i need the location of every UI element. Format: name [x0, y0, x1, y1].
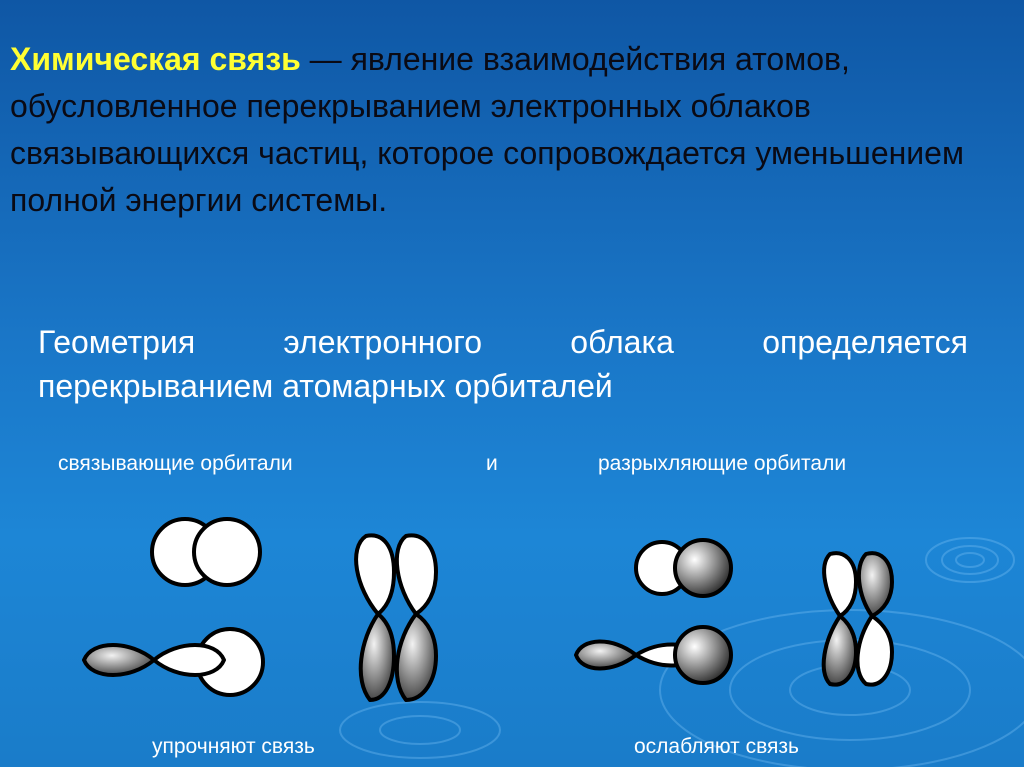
antibonding-p-p-orbital	[824, 553, 892, 684]
geometry-line-1: Геометрия электронного облака определяется	[38, 324, 968, 360]
antibonding-orbitals-label: разрыхляющие орбитали	[598, 452, 847, 475]
definition-text: — явление взаимодействия атомов, обусловленное перекрыванием электронных облаков связывающихся частиц, которое сопровождается уменьшением полной энергии системы.	[10, 41, 964, 218]
strengthen-bond-label: упрочняют связь	[152, 735, 315, 758]
bonding-p-s-orbital	[84, 629, 263, 695]
and-label: и	[486, 452, 498, 475]
antibonding-s-s-orbital	[636, 540, 731, 596]
antibonding-p-s-orbital	[576, 627, 731, 683]
definition-term: Химическая связь	[10, 41, 301, 77]
bonding-orbitals-label: связывающие орбитали	[58, 452, 293, 475]
bonding-s-s-orbital	[152, 519, 260, 585]
bonding-p-p-orbital	[356, 535, 436, 700]
geometry-line-2: перекрыванием атомарных орбиталей	[38, 368, 613, 404]
weaken-bond-label: ослабляют связь	[634, 735, 799, 758]
